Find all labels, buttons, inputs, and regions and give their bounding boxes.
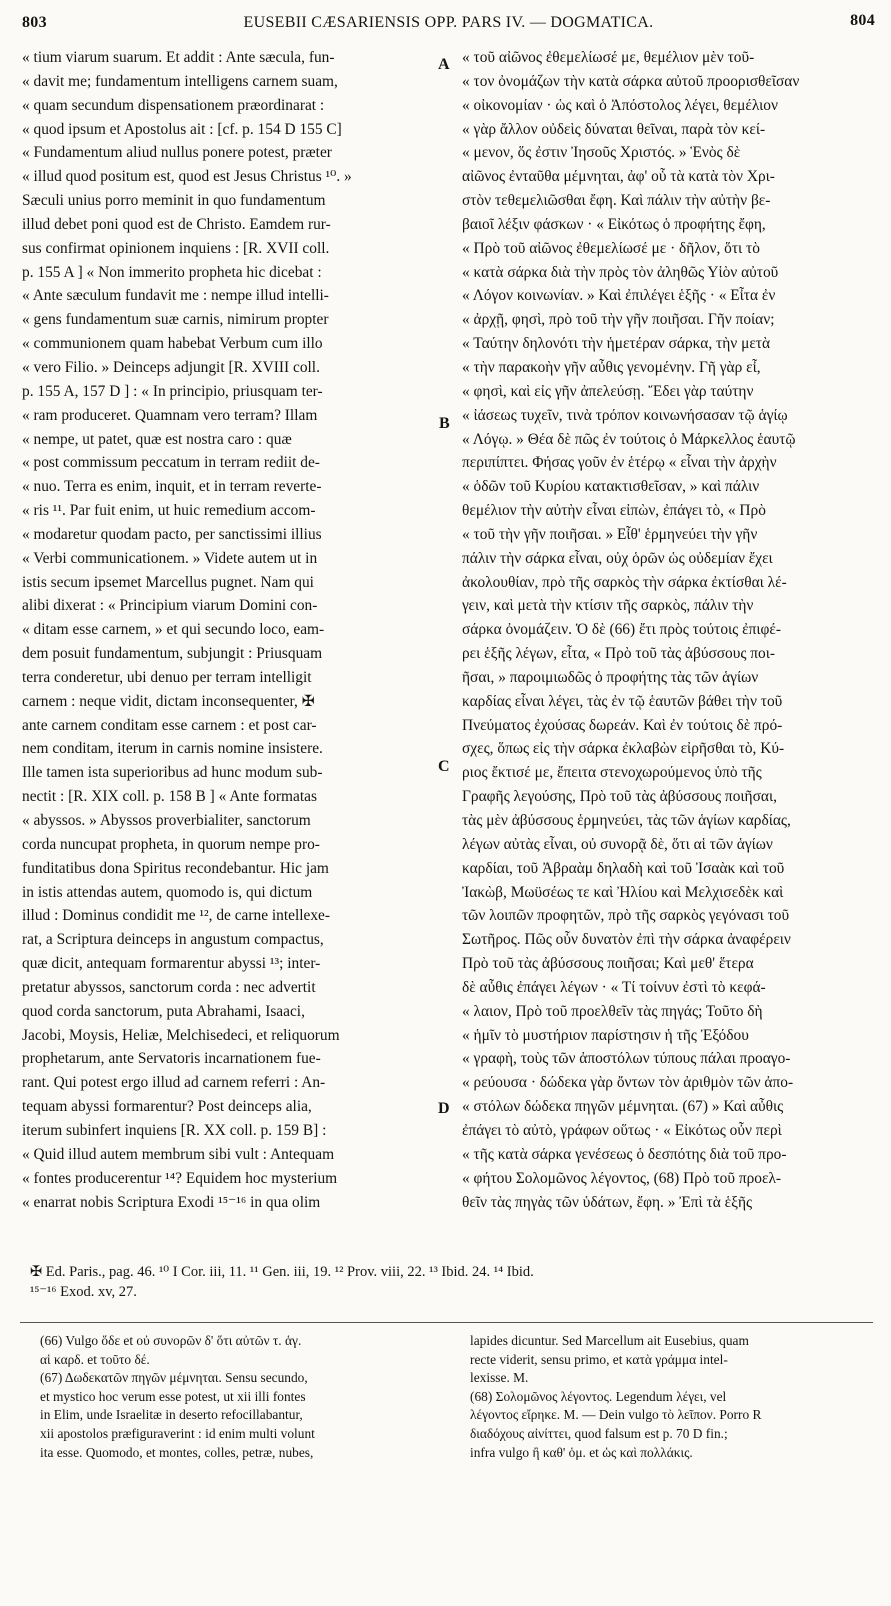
latin-text-line: sus confirmat opinionem inquiens : [R. XVII coll. — [22, 239, 330, 257]
greek-text-line: « λαιον, Πρὸ τοῦ προελθεῖν τὰς πηγάς; Τοῦτο δὴ — [462, 1002, 763, 1020]
greek-text-line: « γὰρ ἄλλον οὐδεὶς δύναται θεῖναι, παρὰ τὸν κεί- — [462, 120, 766, 138]
latin-text-line: « post commissum peccatum in terram rediit de- — [22, 454, 320, 472]
latin-text-line: iterum subinfert inquiens [R. XX coll. p. 159 B] : — [22, 1121, 327, 1139]
greek-text-line: δὲ αὖθις ἐπάγει λέγων · « Τί τοίνυν ἐστὶ τὸ κεφά- — [462, 978, 766, 996]
greek-text-line: Γραφῆς λεγούσης, Πρὸ τοῦ τὰς ἀβύσσους ποιῆσαι, — [462, 788, 777, 806]
running-title: EUSEBII CÆSARIENSIS OPP. PARS IV. — DOGMATICA. — [243, 14, 654, 31]
greek-text-line: Πρὸ τοῦ τὰς ἀβύσσους ποιῆσαι; Καὶ μεθ' ἕτερα — [462, 955, 754, 973]
latin-text-line: pretatur abyssos, sanctorum corda : nec advertit — [22, 978, 316, 996]
latin-text-line: prophetarum, ante Servatoris incarnationem fue- — [22, 1050, 321, 1068]
greek-text-line: σχες, ὅπως εἰς τὴν σάρκα ἐκλαβὼν εἰρῆσθαι τὸ, Κύ- — [462, 740, 785, 758]
greek-text-line: ἐπάγει τὸ αὐτὸ, γράφων οὕτως · « Εἰκότως οὖν περὶ — [462, 1121, 782, 1139]
latin-text-line: tequam abyssi formarentur? Post deinceps alia, — [22, 1098, 312, 1116]
latin-text-line: ante carnem conditam esse carnem : et post car- — [22, 716, 317, 734]
latin-text-line: Sæculi unius porro meminit in quo fundamentum — [22, 192, 326, 210]
greek-text-line: « κατὰ σάρκα διὰ τὴν πρὸς τὸν ἀληθῶς Υἱὸν αὐτοῦ — [462, 263, 779, 281]
greek-text-line: Πνεύματος ἐχούσας δωρεάν. Καὶ ἐν τούτοις δὲ πρό- — [462, 716, 783, 734]
reference-line: ✠ Ed. Paris., pag. 46. ¹⁰ I Cor. iii, 11. ¹¹ Gen. iii, 19. ¹² Prov. viii, 22. ¹³ Ibid. 24. ¹⁴ Ibid. — [30, 1264, 534, 1280]
margin-marker-d: D — [438, 1100, 450, 1117]
greek-text-line: « ἰάσεως τυχεῖν, τινὰ τρόπον κοινωνήσασαν τῷ ἁγίῳ — [462, 406, 788, 424]
note-line: (68) Σολομῶνος λέγοντος. Legendum λέγει, vel — [470, 1388, 727, 1404]
latin-text-line: « vero Filio. » Deinceps adjungit [R. XVIII coll. — [22, 358, 320, 376]
latin-text-line: « davit me; fundamentum intelligens carnem suam, — [22, 72, 338, 90]
latin-text-line: « abyssos. » Abyssos proverbialiter, sanctorum — [22, 812, 311, 829]
latin-text-line: « nuo. Terra es enim, inquit, et in terram reverte- — [22, 478, 322, 496]
note-line: ita esse. Quomodo, et montes, colles, petræ, nubes, — [40, 1444, 314, 1460]
latin-text-line: « modaretur quodam pacto, per sanctissimi illius — [22, 525, 322, 543]
greek-text-line: « φησὶ, καὶ εἰς γῆν ἀπελεύσῃ. Ἔδει γὰρ ταύτην — [462, 382, 754, 400]
note-line: λέγοντος εἴρηκε. M. — Dein vulgo τὸ λεῖπον. Porro R — [470, 1407, 762, 1423]
latin-text-line: « Ante sæculum fundavit me : nempe illud intelli- — [22, 287, 329, 305]
latin-text-line: funditatibus dona Spiritus recondebantur. Hic jam — [22, 859, 329, 877]
greek-text-line: « γραφὴ, τοὺς τῶν ἀποστόλων τύπους πάλαι προαγο- — [462, 1050, 791, 1068]
greek-text-line: τῶν λοιπῶν προφητῶν, πρὸ τῆς σαρκὸς γεγόνασι τοῦ — [462, 907, 790, 925]
margin-marker-b: B — [439, 415, 450, 432]
greek-text-line: « ἀρχῇ, φησὶ, πρὸ τοῦ τὴν γῆν ποιῆσαι. Γῆν ποίαν; — [462, 311, 775, 329]
greek-text-line: περιπίπτει. Φήσας γοῦν ἐν ἑτέρῳ « εἶναι τὴν ἀρχὴν — [462, 454, 777, 472]
latin-text-line: « nempe, ut patet, quæ est nostra caro : quæ — [22, 430, 292, 448]
latin-text-line: quæ dicit, antequam formarentur abyssi ¹³; inter- — [22, 955, 321, 973]
greek-text-line: Σωτῆρος. Πῶς οὖν δυνατὸν ἐπὶ τὴν σάρκα ἀναφέρειν — [462, 931, 791, 949]
running-header — [22, 12, 875, 36]
latin-text-line: carnem : neque vidit, dictam inconsequenter, ✠ — [22, 692, 315, 710]
latin-text-line: « ris ¹¹. Par fuit enim, ut huic remedium accom- — [22, 502, 316, 520]
greek-text-line: βαιοῖ λέξιν φάσκων · « Εἰκότως ὁ προφήτης ἔφη, — [462, 215, 766, 233]
note-line: αἱ καρδ. et τοῦτο δέ. — [40, 1351, 150, 1367]
latin-text-line: alibi dixerat : « Principium viarum Domini con- — [22, 597, 318, 615]
greek-text-line: Ἰακὼβ, Μωϋσέως τε καὶ Ἠλίου καὶ Μελχισεδὲκ καὶ — [462, 883, 784, 901]
greek-text-line: « τον ὀνομάζων τὴν κατὰ σάρκα αὐτοῦ προορισθεῖσαν — [462, 72, 800, 90]
greek-text-line: τὰς μὲν ἀβύσσους ἑρμηνεύει, τὰς τῶν ἁγίων καρδίας, — [462, 812, 791, 829]
page-number-right: 804 — [850, 12, 875, 29]
greek-text-line: στὸν τεθεμελιῶσθαι ἔφη. Καὶ πάλιν τὴν αὐτὴν βε- — [462, 192, 771, 210]
reference-line: ¹⁵⁻¹⁶ Exod. xv, 27. — [30, 1284, 137, 1300]
latin-text-line: Ille tamen ista superioribus ad hunc modum sub- — [22, 764, 323, 782]
greek-text-line: « ὁδῶν τοῦ Κυρίου κατακτισθεῖσαν, » καὶ πάλιν — [462, 478, 760, 496]
greek-text-line: αἰῶνος ἐνταῦθα μέμνηται, ἀφ' οὗ τὰ κατὰ τὸν Χρι- — [462, 168, 775, 186]
latin-text-line: istis secum ipsemet Marcellus pugnet. Nam qui — [22, 573, 314, 591]
note-line: infra vulgo ἢ καθ' ὁμ. et ὡς καὶ πολλάκις. — [470, 1444, 693, 1460]
latin-text-line: « ditam esse carnem, » et qui secundo loco, eam- — [22, 621, 325, 639]
latin-text-line: dem posuit fundamentum, subjungit : Priusquam — [22, 645, 323, 663]
margin-marker-c: C — [438, 758, 450, 775]
latin-text-line: corda nuncupat propheta, in quorum nempe pro- — [22, 835, 320, 853]
greek-text-line: σάρκα ὀνομάζειν. Ὁ δὲ (66) ἔτι πρὸς τούτοις ἐπιφέ- — [462, 621, 781, 639]
greek-text-line: « τὴν παρακοὴν γῆν αὖθις γενομένην. Γῆ γὰρ εἶ, — [462, 358, 761, 376]
latin-text-line: « Verbi communicationem. » Videte autem ut in — [22, 549, 318, 567]
note-line: (67) Δωδεκατῶν πηγῶν μέμνηται. Sensu secundo, — [40, 1370, 308, 1386]
greek-text-line: « Λόγον κοινωνίαν. » Καὶ ἐπιλέγει ἑξῆς · « Εἶτα ἐν — [462, 287, 776, 305]
page-number-left: 803 — [22, 14, 47, 31]
latin-text-line: « quod ipsum et Apostolus ait : [cf. p. 154 D 155 C] — [22, 120, 342, 138]
latin-text-line: p. 155 A, 157 D ] : « In principio, priusquam ter- — [22, 382, 323, 400]
note-line: in Elim, unde Israelitæ in deserto refocillabantur, — [40, 1407, 303, 1423]
latin-text-line: nectit : [R. XIX coll. p. 158 B ] « Ante formatas — [22, 788, 317, 806]
latin-text-line: « illud quod positum est, quod est Jesus Christus ¹⁰. » — [22, 168, 352, 186]
greek-text-line: « μενον, ὅς ἐστιν Ἰησοῦς Χριστός. » Ἑνὸς δὲ — [462, 144, 741, 162]
latin-text-line: in istis attendas autem, quomodo is, qui dictum — [22, 883, 313, 901]
latin-text-line: p. 155 A ] « Non immerito propheta hic dicebat : — [22, 263, 322, 281]
greek-text-line: « Ταύτην δηλονότι τὴν ἡμετέραν σάρκα, τὴν μετὰ — [462, 335, 771, 353]
greek-text-line: γειν, καὶ μετὰ τὴν κτίσιν τῆς σαρκὸς, πάλιν τὴν — [462, 597, 754, 615]
greek-text-line: πάλιν τὴν σάρκα εἶναι, οὐχ ὁρῶν ὡς οὐδεμίαν ἔχει — [462, 549, 773, 567]
note-line: (66) Vulgo ὅδε et οὐ συνορῶν δ' ὅτι αὐτῶν τ. ἁγ. — [40, 1333, 302, 1348]
greek-text-line: ῆσαι, » παροιμιωδῶς ὁ προφήτης τὰς τῶν ἁγίων — [462, 668, 759, 686]
latin-text-line: « Fundamentum aliud nullus ponere potest, præter — [22, 144, 332, 162]
greek-text-line: « τῆς κατὰ σάρκα γενέσεως ὁ δεσπότης διὰ τοῦ προ- — [462, 1145, 787, 1163]
note-line: lapides dicuntur. Sed Marcellum ait Eusebius, quam — [470, 1333, 749, 1348]
latin-text-line: « ram produceret. Quamnam vero terram? Illam — [22, 406, 318, 424]
latin-text-line: « quam secundum dispensationem præordinarat : — [22, 96, 325, 114]
greek-text-line: θεῖν τὰς πηγὰς τῶν ὑδάτων, ἔφη. » Ἐπὶ τὰ ἑξῆς — [462, 1193, 753, 1211]
greek-text-line: « ρεύουσα · δώδεκα γὰρ ὄντων τὸν ἀριθμὸν τῶν ἀπο- — [462, 1074, 794, 1092]
editor-notes-left — [40, 1332, 440, 1462]
latin-text-line: rant. Qui potest ergo illud ad carnem referri : An- — [22, 1074, 326, 1092]
greek-text-line: θεμέλιον τὴν αὐτὴν εἶναι εἰπὼν, ἐπάγει τὸ, « Πρὸ — [462, 502, 766, 520]
greek-text-line: « φήτου Σολομῶνος λέγοντος, (68) Πρὸ τοῦ προελ- — [462, 1169, 782, 1187]
latin-text-line: « Quid illud autem membrum sibi vult : Antequam — [22, 1145, 335, 1163]
greek-text-line: « Πρὸ τοῦ αἰῶνος ἐθεμελίωσέ με · δῆλον, ὅτι τὸ — [462, 239, 760, 257]
latin-text-line: nem conditam, iterum in carnis nomine insistere. — [22, 740, 323, 758]
greek-text-line: « τοῦ αἰῶνος ἐθεμελίωσέ με, θεμέλιον μὲν τοῦ- — [462, 49, 755, 66]
greek-text-line: καρδίαι, τοῦ Ἀβραὰμ δηλαδὴ καὶ τοῦ Ἰσαὰκ καὶ τοῦ — [462, 859, 785, 877]
note-line: xii apostolos præfiguraverint : id enim multi volunt — [40, 1425, 315, 1441]
greek-text-line: « τοῦ τὴν γῆν ποιῆσαι. » Εἶθ' ἑρμηνεύει τὴν γῆν — [462, 525, 758, 543]
note-line: et mystico hoc verum esse potest, ut xii illi fontes — [40, 1388, 306, 1404]
note-line: recte viderit, sensu primo, et κατὰ γράμμα intel- — [470, 1351, 728, 1367]
latin-text-line: « fontes producerentur ¹⁴? Equidem hoc mysterium — [22, 1169, 338, 1187]
greek-text-line: « ἡμῖν τὸ μυστήριον παρίστησιν ἡ τῆς Ἐξόδου — [462, 1026, 749, 1044]
greek-text-line: « οἰκονομίαν · ὡς καὶ ὁ Ἀπόστολος λέγει, θεμέλιον — [462, 96, 778, 114]
greek-text-line: καρδίας εἶναι λέγει, τὰς ἐν τῷ ἑαυτῶν βάθει τὴν τοῦ — [462, 692, 783, 710]
greek-text-line: « στόλων δώδεκα πηγῶν μέμνηται. (67) » Καὶ αὖθις — [462, 1098, 784, 1116]
latin-text-line: « tium viarum suarum. Et addit : Ante sæcula, fun- — [22, 49, 335, 66]
latin-text-line: terra conderetur, ubi denuo per terram intelligit — [22, 668, 312, 686]
latin-text-line: illud : Dominus condidit me ¹², de carne intellexe- — [22, 907, 330, 925]
greek-text-line: « Λόγῳ. » Θέα δὲ πῶς ἐν τούτοις ὁ Μάρκελλος ἑαυτῷ — [462, 430, 796, 448]
margin-marker-a: A — [438, 56, 450, 73]
notes-divider — [20, 1322, 873, 1323]
latin-text-line: « communionem quam habebat Verbum cum illo — [22, 335, 323, 353]
latin-text-line: « gens fundamentum suæ carnis, nimirum propter — [22, 311, 329, 329]
note-line: διαδόχους αἰνίττει, quod falsum est p. 70 D fin.; — [470, 1425, 728, 1441]
greek-text-line: λέγων αὐτὰς εἶναι, οὐ συνορᾷ δὲ, ὅτι αἱ τῶν ἁγίων — [462, 835, 773, 853]
greek-text-line: ἀκολουθίαν, πρὸ τῆς σαρκὸς τὴν σάρκα ἐκτίσθαι λέ- — [462, 573, 787, 591]
greek-text-line: ρει ἑξῆς λέγων, εἶτα, « Πρὸ τοῦ τὰς ἀβύσσους ποι- — [462, 645, 776, 663]
scripture-references — [30, 1262, 870, 1302]
note-line: lexisse. M. — [470, 1370, 529, 1386]
greek-text-line: ριος ἔκτισέ με, ἔπειτα στενοχωρούμενος ὑπὸ τῆς — [462, 764, 762, 782]
latin-text-line: quod corda sanctorum, puta Abrahami, Isaaci, — [22, 1002, 305, 1020]
latin-text-line: illud debet poni quod est de Christo. Eamdem rur- — [22, 215, 331, 233]
editor-notes-right — [470, 1332, 875, 1462]
latin-text-line: « enarrat nobis Scriptura Exodi ¹⁵⁻¹⁶ in qua olim — [22, 1193, 321, 1211]
latin-text-line: Jacobi, Moysis, Heliæ, Melchisedeci, et reliquorum — [22, 1026, 340, 1044]
latin-text-line: rat, a Scriptura deinceps in angustum compactus, — [22, 931, 324, 949]
